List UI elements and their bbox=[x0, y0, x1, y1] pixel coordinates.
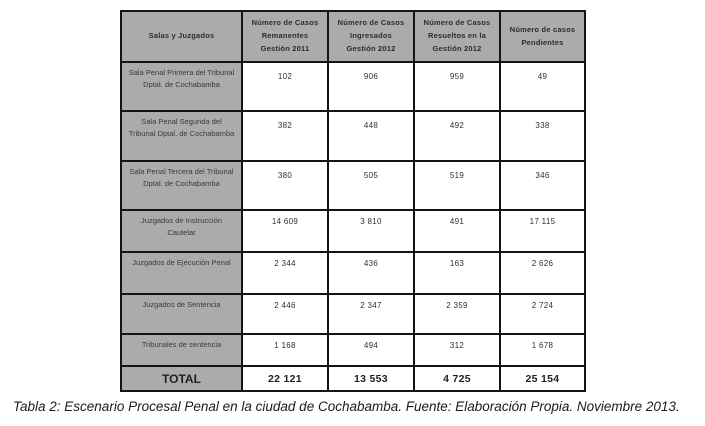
cell-value: 380 bbox=[243, 162, 329, 209]
table-caption: Tabla 2: Escenario Procesal Penal en la ciudad de Cochabamba. Fuente: Elaboración Propia. Noviembre 2013. bbox=[13, 399, 680, 414]
cell-value: 3 810 bbox=[329, 211, 415, 251]
table-row bbox=[122, 335, 584, 367]
table-header-row bbox=[122, 12, 584, 63]
cell-value: 505 bbox=[329, 162, 415, 209]
cell-value: 14 609 bbox=[243, 211, 329, 251]
row-label: Sala Penal Segunda del Tribunal Dptal. de Cochabamba bbox=[122, 112, 243, 160]
row-label: Sala Penal Primera del Tribunal Dptal. de Cochabamba bbox=[122, 63, 243, 110]
cell-value: 436 bbox=[329, 253, 415, 293]
cell-value: 959 bbox=[415, 63, 501, 110]
cell-value: 312 bbox=[415, 335, 501, 365]
cell-value: 491 bbox=[415, 211, 501, 251]
table-row bbox=[122, 112, 584, 162]
cell-value: 17 115 bbox=[501, 211, 584, 251]
cell-value: 2 626 bbox=[501, 253, 584, 293]
cell-value: 102 bbox=[243, 63, 329, 110]
cell-value: 1 168 bbox=[243, 335, 329, 365]
cell-value: 163 bbox=[415, 253, 501, 293]
cell-value: 1 678 bbox=[501, 335, 584, 365]
header-remanentes-2011: Número de Casos Remanentes Gestión 2011 bbox=[243, 12, 329, 61]
header-salas-juzgados: Salas y Juzgados bbox=[122, 12, 243, 61]
cell-value: 2 359 bbox=[415, 295, 501, 333]
cell-value: 492 bbox=[415, 112, 501, 160]
cell-value: 2 344 bbox=[243, 253, 329, 293]
cell-value: 49 bbox=[501, 63, 584, 110]
cell-value: 2 347 bbox=[329, 295, 415, 333]
table-row bbox=[122, 162, 584, 211]
cell-value: 2 724 bbox=[501, 295, 584, 333]
table-row bbox=[122, 211, 584, 253]
row-label: Juzgados de Instrucción Cautelar bbox=[122, 211, 243, 251]
cell-value: 2 446 bbox=[243, 295, 329, 333]
header-pendientes: Número de casos Pendientes bbox=[501, 12, 584, 61]
table-total-row bbox=[122, 367, 584, 390]
table-row bbox=[122, 295, 584, 335]
total-value: 13 553 bbox=[329, 367, 415, 390]
row-label: Juzgados de Sentencia bbox=[122, 295, 243, 333]
cell-value: 494 bbox=[329, 335, 415, 365]
row-label: Juzgados de Ejecución Penal bbox=[122, 253, 243, 293]
row-label: Sala Penal Tercera del Tribunal Dptal. de Cochabamba bbox=[122, 162, 243, 209]
total-label: TOTAL bbox=[122, 367, 243, 390]
table-row bbox=[122, 63, 584, 112]
total-value: 25 154 bbox=[501, 367, 584, 390]
total-value: 22 121 bbox=[243, 367, 329, 390]
cell-value: 519 bbox=[415, 162, 501, 209]
cell-value: 382 bbox=[243, 112, 329, 160]
header-resueltos-2012: Número de Casos Resueltos en la Gestión 2012 bbox=[415, 12, 501, 61]
cell-value: 906 bbox=[329, 63, 415, 110]
cell-value: 338 bbox=[501, 112, 584, 160]
procesal-penal-table bbox=[120, 10, 586, 392]
total-value: 4 725 bbox=[415, 367, 501, 390]
cell-value: 448 bbox=[329, 112, 415, 160]
header-ingresados-2012: Número de Casos Ingresados Gestión 2012 bbox=[329, 12, 415, 61]
row-label: Tribunales de sentencia bbox=[122, 335, 243, 365]
cell-value: 346 bbox=[501, 162, 584, 209]
table-row bbox=[122, 253, 584, 295]
